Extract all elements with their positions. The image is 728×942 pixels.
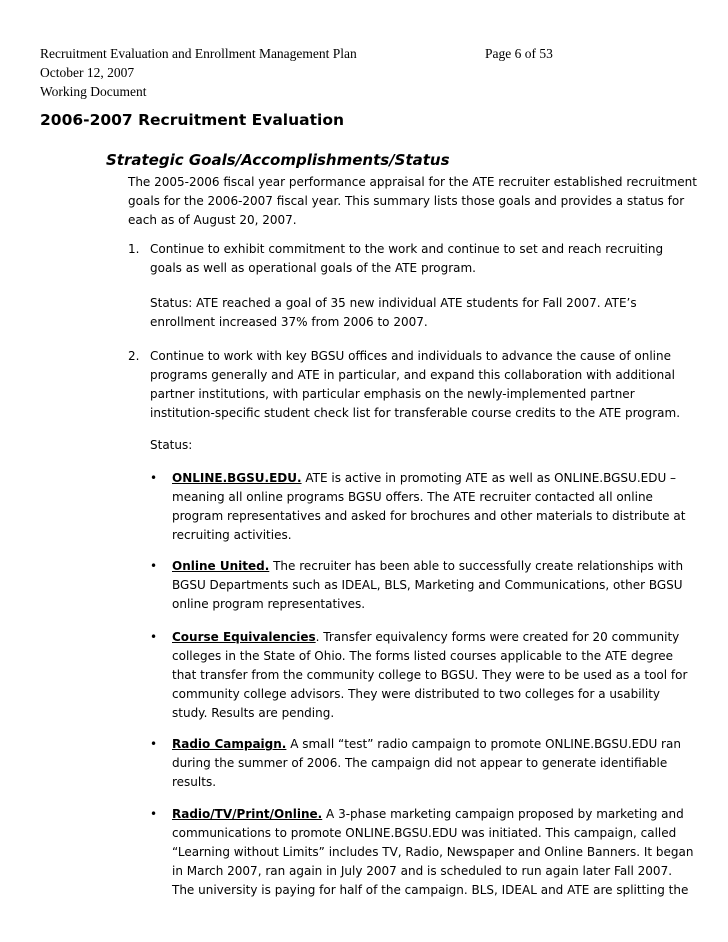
bullet-icon: • <box>150 559 158 573</box>
bullet-icon: • <box>150 807 158 821</box>
section-title: 2006-2007 Recruitment Evaluation <box>40 111 345 129</box>
subsection-title: Strategic Goals/Accomplishments/Status <box>106 151 450 169</box>
goal-status: Status: ATE reached a goal of 35 new individual ATE students for Fall 2007. ATE’s enrollment increased 37% from 2006 to 2007. <box>150 296 637 329</box>
bullet-icon: • <box>150 471 158 485</box>
intro-paragraph: The 2005-2006 fiscal year performance appraisal for the ATE recruiter established recruitment goals for the 2006-2007 fiscal year. This summary lists those goals and provides a status for each as of August 20, 2007. <box>128 175 697 227</box>
bullet-title: Radio/TV/Print/Online. <box>172 807 323 821</box>
page-number: Page 6 of 53 <box>485 46 553 61</box>
bullet-title: Radio Campaign. <box>172 737 287 751</box>
goal-status: Status: <box>150 438 193 452</box>
goal-item <box>128 240 698 278</box>
document-status: Working Document <box>40 84 147 99</box>
bullet-text: A small “test” radio campaign to promote ONLINE.BGSU.EDU ran during the summer of 2006. The campaign did not appear to generate identifiable results. <box>172 737 681 789</box>
bullet-text: The recruiter has been able to successfully create relationships with BGSU Departments such as IDEAL, BLS, Marketing and Communications, other BGSU online program representatives. <box>172 559 684 611</box>
list-item <box>150 557 698 614</box>
bullet-title: Course Equivalencies <box>172 630 316 644</box>
document-title: Recruitment Evaluation and Enrollment Management Plan <box>40 46 357 61</box>
bullet-text: ATE is active in promoting ATE as well as ONLINE.BGSU.EDU – meaning all online programs BGSU offers. The ATE recruiter contacted all online program representatives and asked for brochures and other materials to distribute at recruiting activities. <box>172 471 686 542</box>
goal-text: Continue to work with key BGSU offices and individuals to advance the cause of online programs generally and ATE in particular, and expand this collaboration with additional partner institutions, with particular emphasis on the newly-implemented partner institution-specific student check list for transferable course credits to the ATE program. <box>150 349 681 420</box>
document-date: October 12, 2007 <box>40 65 135 80</box>
list-item <box>150 628 698 723</box>
bullet-icon: • <box>150 737 158 751</box>
bullet-icon: • <box>150 630 158 644</box>
list-item <box>150 805 698 900</box>
goal-number: 1. <box>128 242 140 256</box>
bullet-title: Online United. <box>172 559 270 573</box>
bullet-text: A 3-phase marketing campaign proposed by marketing and communications to promote ONLINE.BGSU.EDU was initiated. This campaign, called “Learning without Limits” includes TV, Radio, Newspaper and Online Banners. It began in March 2007, ran again in July 2007 and is scheduled to run again later Fall 2007. The university is paying for half of the campaign. BLS, IDEAL and ATE are splitting the <box>172 807 694 897</box>
bullet-text: . Transfer equivalency forms were created for 20 community colleges in the State of Ohio. The forms listed courses applicable to the ATE degree that transfer from the community college to BGSU. They were to be used as a tool for community college advisors. They were distributed to two colleges for a usability study. Results are pending. <box>172 630 688 720</box>
goal-text: Continue to exhibit commitment to the work and continue to set and reach recruiting goals as well as operational goals of the ATE program. <box>150 242 664 275</box>
page-header <box>40 44 700 101</box>
list-item <box>150 735 698 792</box>
goal-item <box>128 347 698 423</box>
goal-number: 2. <box>128 349 140 363</box>
list-item <box>150 469 698 545</box>
bullet-title: ONLINE.BGSU.EDU. <box>172 471 302 485</box>
